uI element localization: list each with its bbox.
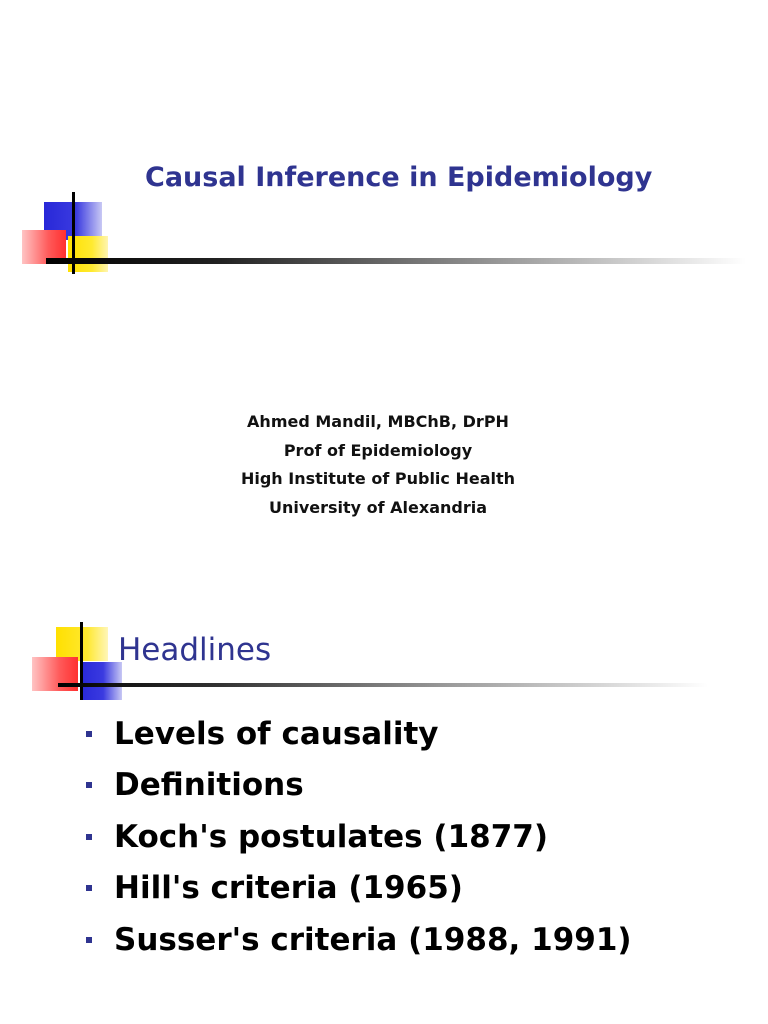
list-item	[86, 914, 632, 966]
horizontal-rule	[46, 258, 746, 264]
blue-square-shape	[80, 662, 122, 700]
list-item	[86, 708, 632, 760]
horizontal-rule	[58, 683, 708, 687]
square-bullet-icon	[86, 731, 92, 737]
slide-title: Causal Inference in Epidemiology	[145, 162, 653, 193]
square-bullet-icon	[86, 937, 92, 943]
author-university: University of Alexandria	[268, 497, 488, 517]
author-name: Ahmed Mandil, MBChB, DrPH	[247, 412, 509, 431]
list-item-text: Definitions	[114, 767, 304, 804]
author-institute: High Institute of Public Health	[240, 469, 516, 488]
list-item-text: Koch's postulates (1877)	[114, 818, 549, 855]
square-bullet-icon	[86, 782, 92, 788]
list-item	[86, 760, 632, 812]
author-block	[0, 408, 756, 522]
square-bullet-icon	[86, 834, 92, 840]
list-item-text: Susser's criteria (1988, 1991)	[114, 921, 632, 958]
author-position: Prof of Epidemiology	[283, 440, 473, 460]
headlines-list	[86, 708, 632, 966]
list-item	[86, 863, 632, 915]
headlines-title: Headlines	[118, 632, 272, 668]
square-bullet-icon	[86, 885, 92, 891]
list-item-text: Levels of causality	[114, 715, 439, 752]
vertical-rule	[80, 622, 83, 700]
list-item-text: Hill's criteria (1965)	[114, 870, 463, 907]
list-item	[86, 811, 632, 863]
